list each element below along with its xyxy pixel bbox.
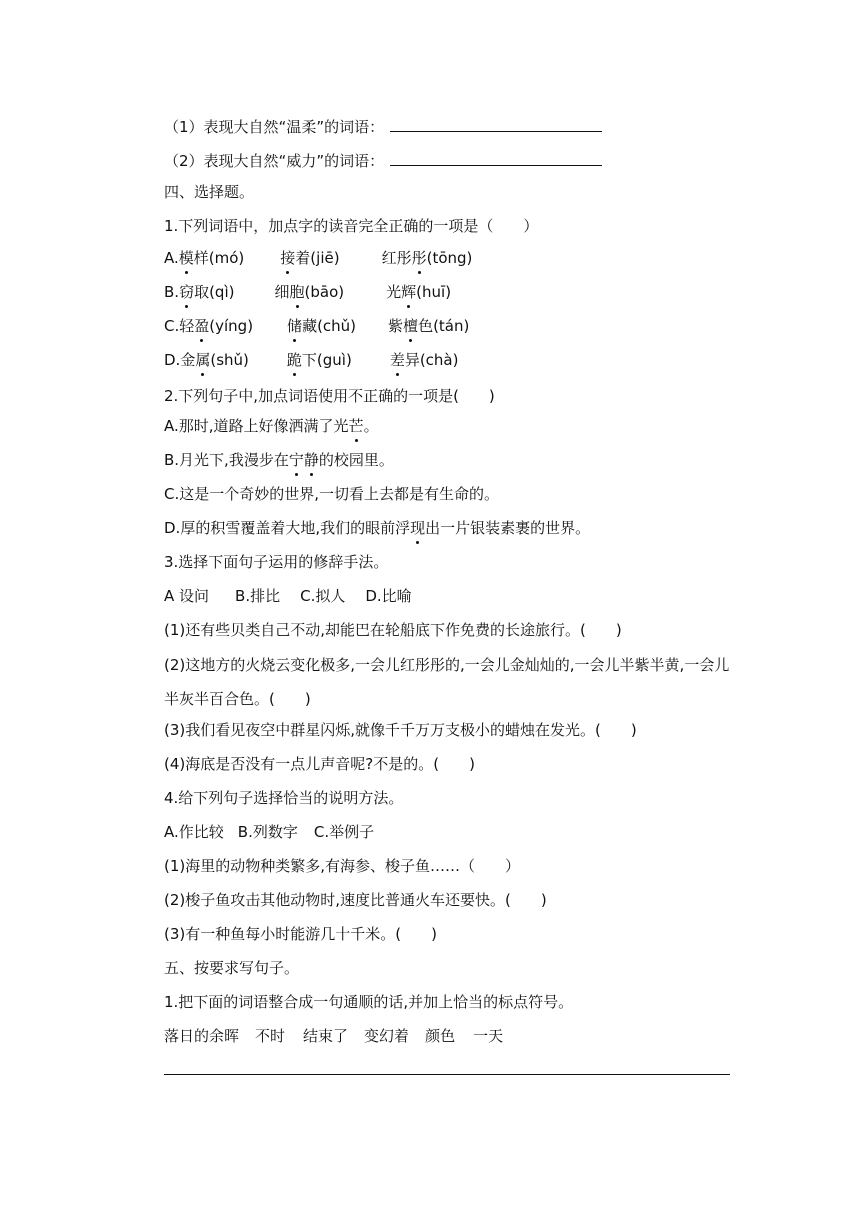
q4-stem: 4.给下列句子选择恰当的说明方法。	[164, 789, 404, 807]
q1-option-a[interactable]: A.模样(mó) 接着(jiē) 红彤彤(tōng)	[164, 249, 473, 267]
word-5: 颜色	[425, 1027, 456, 1045]
word-6: 一天	[473, 1027, 504, 1045]
q2-option-c[interactable]: C.这是一个奇妙的世界,一切看上去都是有生命的。	[164, 485, 500, 503]
part5-title: 五、按要求写句子。	[164, 959, 300, 977]
q3-option-d[interactable]: D.比喻	[365, 587, 412, 605]
word-1: 落日的余晖	[164, 1027, 240, 1045]
q2-option-b[interactable]: B.月光下,我漫步在宁静的校园里。	[164, 451, 394, 469]
q2-option-a[interactable]: A.那时,道路上好像洒满了光芒。	[164, 417, 379, 435]
part3-q2: （2）表现大自然“威力”的词语：	[164, 149, 602, 171]
q3-sentence-3: (3)我们看见夜空中群星闪烁,就像千千万万支极小的蜡烛在发光。( )	[164, 721, 637, 739]
q3-sentence-4: (4)海底是否没有一点儿声音呢?不是的。( )	[164, 755, 475, 773]
q3-option-a[interactable]: A 设问	[164, 587, 210, 605]
q3-option-c[interactable]: C.拟人	[300, 587, 346, 605]
q4-option-c[interactable]: C.举例子	[313, 823, 375, 841]
q4-sentence-2: (2)梭子鱼攻击其他动物时,速度比普通火车还要快。( )	[164, 891, 547, 909]
q3-sentence-1: (1)还有些贝类自己不动,却能巴在轮船底下作免费的长途旅行。( )	[164, 621, 622, 639]
q4-options	[164, 822, 374, 842]
q3-option-b[interactable]: B.排比	[235, 587, 281, 605]
q1-option-d[interactable]: D.金属(shǔ) 跪下(guì) 差异(chà)	[164, 351, 459, 369]
word-3: 结束了	[303, 1027, 349, 1045]
q2-stem: 2.下列句子中,加点词语使用不正确的一项是( )	[164, 387, 495, 405]
q4-sentence-1: (1)海里的动物种类繁多,有海参、梭子鱼……（ ）	[164, 857, 521, 875]
q4-option-a[interactable]: A.作比较	[164, 823, 224, 841]
q1-stem: 1.下列词语中，加点字的读音完全正确的一项是（ ）	[164, 217, 539, 235]
word-2: 不时	[255, 1027, 286, 1045]
part3-q1: （1）表现大自然“温柔”的词语：	[164, 115, 602, 137]
word-list	[164, 1026, 503, 1046]
q2-option-d[interactable]: D.厚的积雪覆盖着大地,我们的眼前浮现出一片银装素裹的世界。	[164, 519, 591, 537]
answer-blank-1[interactable]	[390, 115, 602, 132]
q4-option-b[interactable]: B.列数字	[237, 823, 298, 841]
q4-sentence-3: (3)有一种鱼每小时能游几十千米。( )	[164, 925, 437, 943]
q1-option-b[interactable]: B.窃取(qì) 细胞(bāo) 光辉(huī)	[164, 283, 452, 301]
q3-sentence-2: (2)这地方的火烧云变化极多,一会儿红彤彤的,一会儿金灿灿的,一会儿半紫半黄,一会儿半灰半百合色。( )	[164, 656, 730, 708]
answer-line[interactable]	[164, 1074, 730, 1075]
q1-option-c[interactable]: C.轻盈(yíng) 储藏(chǔ) 紫檀色(tán)	[164, 317, 470, 335]
q3-options	[164, 586, 412, 606]
word-4: 变幻着	[364, 1027, 410, 1045]
part4-title: 四、选择题。	[164, 183, 255, 201]
q3-stem: 3.选择下面句子运用的修辞手法。	[164, 553, 389, 571]
answer-blank-2[interactable]	[390, 149, 602, 166]
part5-q1-stem: 1.把下面的词语整合成一句通顺的话,并加上恰当的标点符号。	[164, 993, 574, 1011]
